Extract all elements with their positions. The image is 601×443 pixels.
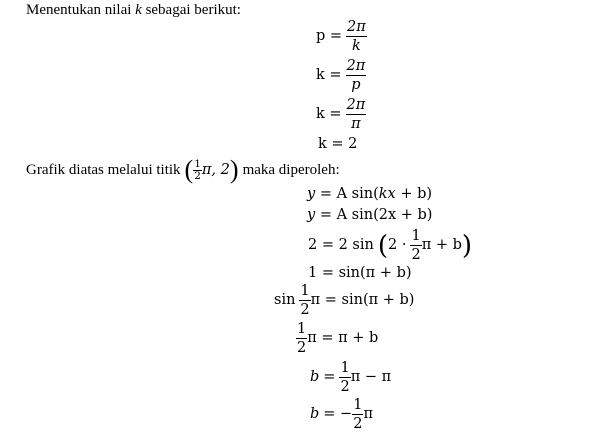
denominator: 2: [194, 169, 201, 182]
b-step-4: 1 = sin(π + b): [308, 265, 412, 281]
k-step-3-fraction: [346, 98, 367, 131]
y-var: y: [307, 186, 316, 202]
b-step-5-fraction: [299, 284, 310, 317]
numerator: 2π: [346, 58, 366, 74]
b-step-6-rest: π = π + b: [307, 330, 379, 347]
k-step-1: [316, 20, 367, 53]
intro-end: sebagai berikut:: [145, 2, 241, 18]
kx-term: kx: [378, 186, 396, 202]
graph-end: maka diperoleh:: [242, 161, 340, 178]
b-step-5-rest: π = sin(π + b): [310, 292, 415, 309]
k-step-4: k = 2: [318, 136, 358, 152]
b-step-7-rest: π − π: [350, 369, 392, 386]
denominator: 2: [353, 415, 363, 432]
k-step-3: [316, 98, 366, 131]
k-step-2-fraction: [346, 59, 367, 92]
sin-label: sin: [274, 292, 296, 309]
denominator: π: [351, 115, 361, 132]
intro-text: Menentukan nilai: [26, 2, 132, 18]
numerator: 2π: [347, 19, 366, 35]
numerator: 1: [353, 397, 363, 413]
b-step-8: [310, 398, 373, 431]
b-var: b: [310, 406, 320, 423]
k-step-1-fraction: [346, 20, 367, 53]
equals-sign: =: [323, 369, 336, 386]
point-rest: π, 2: [201, 161, 230, 178]
b-step-6: [296, 322, 378, 355]
b-step-6-fraction: [296, 322, 307, 355]
b-step-8-rest: π: [363, 406, 373, 423]
numerator: 2π: [346, 97, 366, 113]
denominator: 2: [340, 378, 350, 395]
b-step-2: [307, 208, 432, 223]
point-fraction: [193, 159, 202, 181]
intro-variable: k: [135, 2, 142, 18]
b-step-1-rest: = A sin(: [319, 186, 379, 202]
denominator: p: [351, 76, 361, 93]
right-paren: ): [229, 155, 239, 184]
right-paren: ): [461, 230, 473, 261]
denominator: 2: [300, 301, 310, 318]
equals-minus: = −: [323, 406, 353, 423]
numerator: 1: [297, 321, 307, 337]
b-step-8-fraction: [352, 398, 363, 431]
graph-line: [26, 157, 340, 183]
b-step-3-fraction: [410, 229, 421, 262]
b-step-1: [307, 187, 432, 202]
left-paren: (: [377, 230, 389, 261]
b-step-1-end: + b): [400, 186, 433, 202]
intro-line: [26, 3, 241, 18]
numerator: 1: [300, 283, 310, 299]
numerator: 1: [340, 360, 350, 376]
denominator: k: [352, 37, 361, 54]
b-step-5: [274, 284, 414, 317]
denominator: 2: [297, 339, 307, 356]
b-step-3: [308, 229, 472, 262]
numerator: 1: [411, 228, 421, 244]
graph-text: Grafik diatas melalui titik: [26, 161, 181, 178]
b-var: b: [310, 369, 320, 386]
b-step-3-a: 2 ·: [388, 237, 407, 254]
k-step-2: [316, 59, 366, 92]
b-step-2-rest: = A sin(2x + b): [319, 207, 433, 223]
b-step-7: [310, 361, 391, 394]
left-paren: (: [184, 155, 194, 184]
k-step-3-lhs: k =: [316, 106, 342, 123]
b-step-3-start: 2 = 2 sin: [308, 237, 374, 254]
denominator: 2: [411, 246, 421, 263]
k-step-2-lhs: k =: [316, 67, 342, 84]
b-step-7-fraction: [339, 361, 350, 394]
numerator: 1: [194, 158, 201, 170]
b-step-3-b: π + b: [421, 237, 462, 254]
y-var: y: [307, 207, 316, 223]
k-step-1-lhs: p =: [316, 28, 343, 45]
